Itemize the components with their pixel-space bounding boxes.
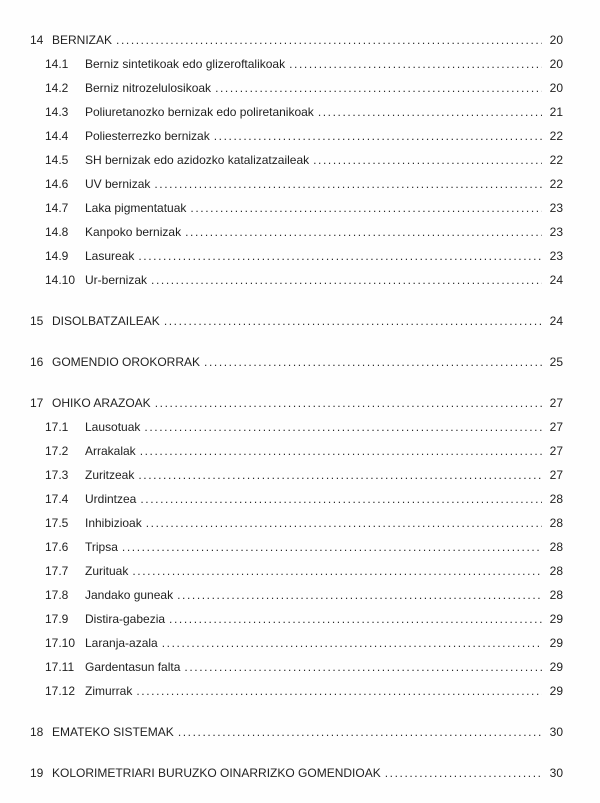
toc-entry[interactable] (30, 655, 563, 679)
toc-entry[interactable] (30, 761, 563, 785)
toc-entry-page: 22 (549, 129, 563, 143)
toc-entry-page: 28 (549, 588, 563, 602)
dot-leader (289, 52, 542, 76)
toc-entry-page: 23 (549, 201, 563, 215)
toc-entry-number: 16 (30, 355, 44, 369)
toc-entry-number: 14.5 (45, 153, 69, 167)
toc-entry-page: 28 (549, 564, 563, 578)
toc-entry-label: Ur-bernizak (85, 273, 148, 287)
dot-leader (385, 761, 542, 785)
toc-entry-page: 23 (549, 249, 563, 263)
toc-entry[interactable] (30, 172, 563, 196)
toc-entry-label: Tripsa (85, 540, 118, 554)
toc-entry[interactable] (30, 415, 563, 439)
toc-entry[interactable] (30, 309, 563, 333)
dot-leader (144, 415, 542, 439)
toc-entry-page: 22 (549, 177, 563, 191)
toc-entry-label: UV bernizak (85, 177, 151, 191)
dot-leader (140, 487, 542, 511)
toc-entry-label: KOLORIMETRIARI BURUZKO OINARRIZKO GOMENDIOAK (52, 766, 381, 780)
toc-entry-page: 20 (549, 33, 563, 47)
toc-entry-label: Urdintzea (85, 492, 137, 506)
toc-entry-page: 29 (549, 660, 563, 674)
toc-entry-page: 27 (549, 420, 563, 434)
toc-entry-label: DISOLBATZAILEAK (52, 314, 160, 328)
toc-entry-page: 30 (549, 766, 563, 780)
toc-entry-number: 19 (30, 766, 44, 780)
toc-entry-page: 24 (549, 314, 563, 328)
toc-entry-label: Distira-gabezia (85, 612, 166, 626)
toc-entry-number: 17 (30, 396, 44, 410)
toc-entry-number: 18 (30, 725, 44, 739)
toc-entry-label: SH bernizak edo azidozko katalizatzaileak (85, 153, 310, 167)
toc-entry-number: 17.6 (45, 540, 69, 554)
toc-entry-label: Zuritzeak (85, 468, 135, 482)
dot-leader (138, 463, 542, 487)
toc-entry-page: 27 (549, 444, 563, 458)
toc-entry-label: Kanpoko bernizak (85, 225, 182, 239)
toc-entry-number: 14 (30, 33, 44, 47)
toc-entry-number: 14.10 (45, 273, 76, 287)
dot-leader (132, 559, 542, 583)
dot-leader (184, 655, 542, 679)
toc-entry-page: 28 (549, 492, 563, 506)
toc-entry-label: Jandako guneak (85, 588, 174, 602)
toc-entry-label: Inhibizioak (85, 516, 142, 530)
toc-entry-label: Berniz nitrozelulosikoak (85, 81, 212, 95)
toc-entry-number: 14.4 (45, 129, 69, 143)
toc-entry-number: 17.11 (45, 660, 75, 674)
toc-entry-number: 14.8 (45, 225, 69, 239)
toc-entry-label: Berniz sintetikoak edo glizeroftalikoak (85, 57, 286, 71)
toc-entry[interactable] (30, 631, 563, 655)
toc-entry-label: Poliuretanozko bernizak edo poliretanikoak (85, 105, 314, 119)
toc-entry-page: 22 (549, 153, 563, 167)
toc-entry[interactable] (30, 439, 563, 463)
dot-leader (138, 244, 542, 268)
toc-entry[interactable] (30, 220, 563, 244)
toc-entry-number: 14.9 (45, 249, 69, 263)
toc-entry[interactable] (30, 487, 563, 511)
toc-entry[interactable] (30, 391, 563, 415)
toc-entry[interactable] (30, 720, 563, 744)
dot-leader (169, 607, 542, 631)
toc-entry-label: Zurituak (85, 564, 129, 578)
toc-entry-number: 14.3 (45, 105, 69, 119)
dot-leader (140, 439, 542, 463)
dot-leader (151, 268, 542, 292)
toc-entry[interactable] (30, 76, 563, 100)
toc-entry-number: 17.10 (45, 636, 76, 650)
toc-entry-label: Poliesterrezko bernizak (85, 129, 210, 143)
toc-entry[interactable] (30, 28, 563, 52)
toc-entry-page: 25 (549, 355, 563, 369)
toc-entry-page: 20 (549, 57, 563, 71)
toc-entry-number: 14.7 (45, 201, 69, 215)
toc-entry[interactable] (30, 463, 563, 487)
dot-leader (215, 76, 542, 100)
toc-entry[interactable] (30, 511, 563, 535)
dot-leader (214, 124, 542, 148)
dot-leader (136, 679, 542, 703)
toc-entry[interactable] (30, 196, 563, 220)
toc-entry[interactable] (30, 244, 563, 268)
dot-leader (178, 720, 542, 744)
toc-entry-number: 17.7 (45, 564, 69, 578)
toc-entry-label: Lasureak (85, 249, 135, 263)
toc-entry-label: Lausotuak (85, 420, 141, 434)
toc-entry-number: 17.1 (45, 420, 69, 434)
toc-entry[interactable] (30, 148, 563, 172)
toc-entry-number: 17.3 (45, 468, 69, 482)
dot-leader (155, 391, 542, 415)
table-of-contents (30, 28, 563, 785)
toc-entry[interactable] (30, 559, 563, 583)
dot-leader (185, 220, 542, 244)
dot-leader (204, 350, 542, 374)
toc-entry-number: 14.1 (45, 57, 69, 71)
dot-leader (190, 196, 542, 220)
toc-entry-number: 14.2 (45, 81, 69, 95)
toc-entry-number: 14.6 (45, 177, 69, 191)
toc-entry-label: EMATEKO SISTEMAK (52, 725, 174, 739)
toc-entry-page: 29 (549, 684, 563, 698)
toc-entry-page: 21 (549, 105, 563, 119)
toc-entry-label: Zimurrak (85, 684, 133, 698)
toc-entry[interactable] (30, 607, 563, 631)
toc-entry[interactable] (30, 268, 563, 292)
toc-entry-number: 15 (30, 314, 44, 328)
toc-entry-page: 27 (549, 468, 563, 482)
toc-entry-page: 28 (549, 516, 563, 530)
toc-entry-page: 28 (549, 540, 563, 554)
dot-leader (154, 172, 542, 196)
toc-entry-page: 29 (549, 636, 563, 650)
toc-entry[interactable] (30, 535, 563, 559)
toc-entry-label: OHIKO ARAZOAK (52, 396, 151, 410)
dot-leader (162, 631, 542, 655)
toc-entry-number: 17.5 (45, 516, 69, 530)
toc-entry-label: Gardentasun falta (85, 660, 181, 674)
toc-entry[interactable] (30, 350, 563, 374)
dot-leader (116, 28, 542, 52)
toc-entry-page: 29 (549, 612, 563, 626)
toc-entry-label: GOMENDIO OROKORRAK (52, 355, 201, 369)
toc-entry-label: Laranja-azala (85, 636, 158, 650)
dot-leader (318, 100, 542, 124)
toc-entry-label: BERNIZAK (52, 33, 113, 47)
toc-entry-number: 17.9 (45, 612, 69, 626)
dot-leader (177, 583, 542, 607)
toc-entry[interactable] (30, 124, 563, 148)
toc-entry[interactable] (30, 583, 563, 607)
toc-entry-number: 17.2 (45, 444, 69, 458)
toc-entry[interactable] (30, 679, 563, 703)
toc-entry-page: 23 (549, 225, 563, 239)
toc-entry-page: 30 (549, 725, 563, 739)
toc-entry[interactable] (30, 100, 563, 124)
toc-entry-label: Laka pigmentatuak (85, 201, 187, 215)
dot-leader (313, 148, 542, 172)
toc-entry-number: 17.8 (45, 588, 69, 602)
toc-entry[interactable] (30, 52, 563, 76)
dot-leader (146, 511, 542, 535)
toc-entry-label: Arrakalak (85, 444, 136, 458)
toc-entry-number: 17.4 (45, 492, 69, 506)
dot-leader (164, 309, 542, 333)
toc-entry-page: 27 (549, 396, 563, 410)
dot-leader (122, 535, 542, 559)
toc-entry-page: 20 (549, 81, 563, 95)
toc-entry-number: 17.12 (45, 684, 76, 698)
toc-entry-page: 24 (549, 273, 563, 287)
